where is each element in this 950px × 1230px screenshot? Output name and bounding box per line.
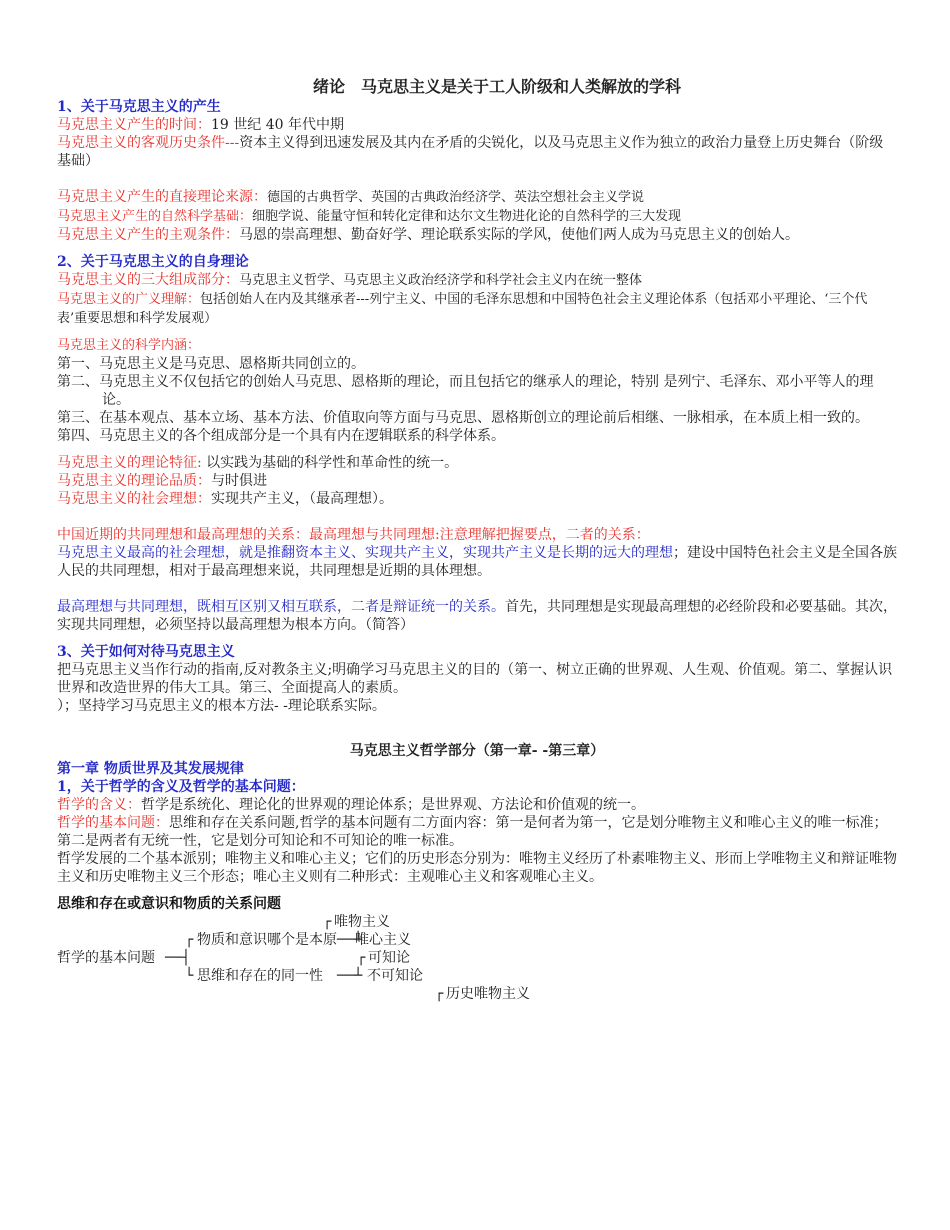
basic-question-diagram: [57, 913, 897, 1003]
diagram-bracket: ┌: [323, 914, 332, 930]
subjective-conditions: 马克思主义产生的主观条件：马恩的崇高理想、勤奋好学、理论联系实际的学风，使他们两人成为马克思主义的创始人。: [57, 227, 799, 243]
diagram-connector: ──┤: [165, 950, 191, 966]
philosophy-part-title: 马克思主义哲学部分（第一章- -第三章）: [349, 743, 605, 759]
list-item: 第一、马克思主义是马克思、恩格斯共同创立的。: [57, 356, 365, 372]
list-item: 第二、马克思主义不仅包括它的创始人马克思、恩格斯的理论，而且包括它的继承人的理论，特别 是列宁、毛泽东、邓小平等人的理论。: [57, 374, 874, 408]
diagram-connector: ──┴: [337, 968, 363, 984]
diagram-bracket: └: [185, 968, 194, 984]
broad-understanding: 马克思主义的广义理解：包括创始人在内及其继承者---列宁主义、中国的毛泽东思想和中国特色社会主义理论体系（包括邓小平理论、‘三个代表’重要思想和科学发展观）: [57, 292, 868, 326]
philosophy-schools: 哲学发展的二个基本派别；唯物主义和唯心主义；它们的历史形态分别为：唯物主义经历了朴素唯物主义、形而上学唯物主义和辩证唯物主义和历史唯物主义三个形态；唯心主义则有二种形式：主观唯心主义和客观唯心主义。: [57, 851, 897, 885]
diagram-unknowable: 不可知论: [367, 968, 423, 984]
philosophy-basic-question: 哲学的基本问题：思维和存在关系问题,哲学的基本问题有二方面内容：第一是何者为第一，它是划分唯物主义和唯心主义的唯一标准；第二是两者有无统一性，它是划分可知论和不可知论的唯一标准。: [57, 815, 888, 849]
diagram-idealism: 唯心主义: [355, 932, 411, 948]
list-item: 第四、马克思主义的各个组成部分是一个具有内在逻辑联系的科学体系。: [57, 428, 505, 444]
section-3-text: 把马克思主义当作行动的指南,反对教条主义;明确学习马克思主义的目的（第一、树立正确的世界观、人生观、价值观。第二、掌握认识世界和改造世界的伟大工具。第三、全面提高人的素质。: [57, 662, 893, 696]
section-2-heading: 2、关于马克思主义的自身理论: [57, 254, 249, 270]
section-3-text-2: ）；坚持学习马克思主义的根本方法- -理论联系实际。: [57, 698, 386, 714]
historical-conditions: 马克思主义的客观历史条件---资本主义得到迅速发展及其内在矛盾的尖锐化，以及马克思主义作为独立的政治力量登上历史舞台（阶级基础）: [57, 135, 884, 169]
three-parts: 马克思主义的三大组成部分：马克思主义哲学、马克思主义政治经济学和科学社会主义内在统一整体: [57, 272, 643, 288]
chapter-1-heading: 第一章 物质世界及其发展规律: [57, 761, 244, 777]
ideal-paragraph-2: 最高理想与共同理想，既相互区别又相互联系，二者是辩证统一的关系。首先，共同理想是实现最高理想的必经阶段和必要基础。其次，实现共同理想，必须坚持以最高理想为根本方向。（简答）: [57, 599, 897, 633]
list-item: 第三、在基本观点、基本立场、基本方法、价值取向等方面与马克思、恩格斯创立的理论前后相继、一脉相承，在本质上相一致的。: [57, 410, 869, 426]
diagram-bracket: ┌: [357, 950, 366, 966]
diagram-root: 哲学的基本问题: [57, 950, 155, 966]
diagram-bracket: ┌: [185, 932, 194, 948]
chapter-1-sub-1: 1，关于哲学的含义及哲学的基本问题：: [57, 779, 305, 795]
section-1-heading: 1、关于马克思主义的产生: [57, 99, 221, 115]
diagram-heading: 思维和存在或意识和物质的关系问题: [57, 896, 281, 912]
diagram-question-2: 思维和存在的同一性: [197, 968, 323, 984]
philosophy-meaning: 哲学的含义：哲学是系统化、理论化的世界观的理论体系；是世界观、方法论和价值观的统一。: [57, 797, 645, 813]
diagram-question-1: 物质和意识哪个是本原: [197, 932, 337, 948]
origin-time: 马克思主义产生的时间：19 世纪 40 年代中期: [57, 117, 344, 133]
science-basis: 马克思主义产生的自然科学基础：细胞学说、能量守恒和转化定律和达尔文生物进化论的自然科学的三大发现: [57, 209, 682, 224]
theory-feature: 马克思主义的理论特征: 以实践为基础的科学性和革命性的统一。: [57, 455, 459, 471]
social-ideal: 马克思主义的社会理想：实现共产主义，（最高理想）。: [57, 491, 393, 507]
theory-source: 马克思主义产生的直接理论来源：德国的古典哲学、英国的古典政治经济学、英法空想社会主义学说: [57, 189, 645, 205]
diagram-knowable: 可知论: [368, 950, 410, 966]
diagram-bracket: ┌: [435, 986, 444, 1002]
ideal-paragraph-1: 马克思主义最高的社会理想，就是推翻资本主义、实现共产主义，实现共产主义是长期的远大的理想；建设中国特色社会主义是全国各族人民的共同理想，相对于最高理想来说，共同理想是近期的具体理想。: [57, 545, 897, 579]
scientific-content-label: 马克思主义的科学内涵：: [57, 338, 201, 353]
diagram-historical-materialism: 历史唯物主义: [446, 986, 530, 1002]
theory-quality: 马克思主义的理论品质：与时俱进: [57, 473, 267, 489]
diagram-materialism: 唯物主义: [334, 914, 390, 930]
document-page: [57, 76, 897, 1003]
diagram-connector: ──┴: [337, 932, 363, 948]
section-3-heading: 3、关于如何对待马克思主义: [57, 644, 235, 660]
document-title: 绪论 马克思主义是关于工人阶级和人类解放的学科: [312, 77, 681, 96]
ideal-relation: 中国近期的共同理想和最高理想的关系：最高理想与共同理想:注意理解把握要点，二者的关系：: [57, 527, 650, 543]
